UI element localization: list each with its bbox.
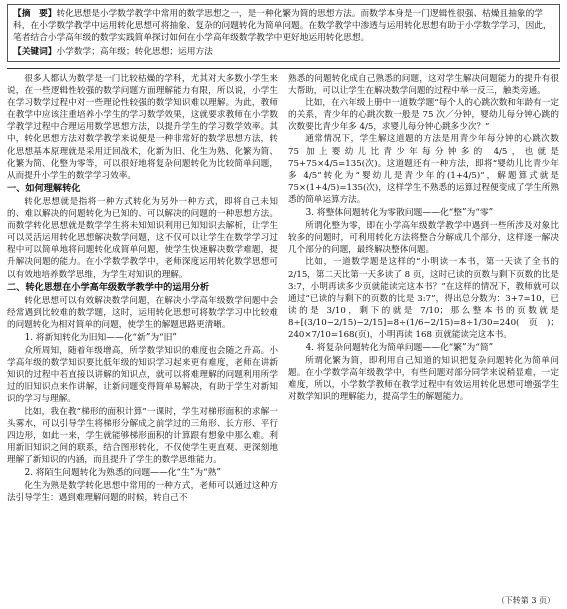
left-column — [7, 73, 278, 504]
subsection-heading: 1. 将新知转化为旧知——化“新”为“旧” — [24, 332, 177, 343]
abstract-text: 转化思想是小学数学教学中常用的数学思想之一，是一种化繁为简的思想方法。而数学本身是一门逻辑性很强、枯燥且抽象的学科，在小学数学教学中运用转化思想可将抽象、复杂的问题转化为简单问题。在数学教学中渗透与运用转化思想有助于小学数学学习，因此，笔者结合小学高年级的数学实践简单探讨如何在小学高年级数学教学中更好地运用转化思想。 — [13, 9, 552, 43]
body-columns — [7, 73, 560, 504]
paragraph: 转化思想就是指将一种方式转化为另外一种方式，即将自己未知的、难以解决的问题转化为已知的、可以解决的问题的一种思想方法。而数学转化思想就是数学学生将未知知识利用已知知识去解析，让学生可以灵活运用转化思想解决数学问题，这不仅可以让学生在数学学习过程中可以简单地将问题转化成简单问题，使学生快速解决数学难题，提升解决问题的能力。在小学数学教学中，老师深度运用转化数学思想可以有效地培养数学思维，为学生对知识的理解。 — [7, 196, 278, 280]
paragraph: 很多人都认为数学是一门比较枯燥的学科，尤其对大多数小学生来说，在一些逻辑性较强的数学问题方面理解能力有限，所以说，小学生在学习数学过程中对一些理论性较强的数学知识难以理解。为此，教师在教学中应该注重培养小学生的学习数学效果，这就要求教师在小学数学教学过程中合理运用数学思想方法，以提升学生的学习数学效率。其中，转化思想方法对数学教学来说便是一种非常好的数学思想方法，转化思想基本原理就是采用迂回战术，化新为旧、化生为熟、化繁为简、化繁为简、化整为零等，可以很好地将复杂问题转化为比较简单问题，从而提升小学生的数学学习效率。 — [7, 74, 278, 181]
paragraph: 比如，一道数学题是这样的“小明读一本书，第一天读了全书的 2/15，第二天比第一天多读了 8 页，这时已读的页数与剩下页数的比是 3:7，小明再读多少页就能读完这本书？”在这样的情况下，教师就可以通过“已读的与剩下的页数的比是 3:7”，得出总分数为：3+7=10，已读的是 3/10，剩下的就是 7/10；那么整本书的页数就是 8÷[(3/10−2/15)−2/15]=8÷(1/6−2/15)=8÷1/30=240(页)；240×7/10=168(页)，小明再读 168 页就能读完这本书。 — [288, 257, 559, 340]
continued-note: （下转第 3 页） — [496, 596, 555, 605]
paragraph: 众所周知，随着年级增高，所学数学知识的难度也会随之升高。小学高年级的数学知识要比低年级的知识学习起来更有难度，老师在讲新知识的过程中若直接以讲解的知识点，就可以将难理解的问题利用所学过的旧知识点来作讲解，让新问题变得简单易解决，有助于学生对新知识的学习与理解。 — [7, 346, 278, 405]
divider — [7, 68, 560, 69]
paragraph: 化生为熟是数学转化思想中常用的一种方式，老师可以通过这种方法引导学生：遇到难理解问题的时候，转自己不 — [7, 481, 278, 504]
paragraph: 通常情况下，学生解这道题的方法是用青少年每分钟的心跳次数 75 加上婴幼儿比青少年每分钟多的 4/5，也就是 75+75×4/5=135(次)。这道题还有一种方法，即将“婴幼儿比青少年多 4/5”转化为“婴幼儿是青少年的(1+4/5)”，解题算式就是 75×(1+4/5)=135(次)，这样学生不熟悉的运算过程便变成了学生所熟悉的简单运算方法。 — [288, 134, 559, 205]
right-column — [288, 73, 559, 504]
paragraph: 比如，在六年级上册中一道数学题“每个人的心跳次数和年龄有一定的关系，青少年的心跳次数一般是 75 次／分钟，婴幼儿每分钟心跳的次数要比青少年多 4/5，求婴儿每分钟心跳多少次？” — [288, 98, 559, 133]
keywords-text: 小学数学；高年级；转化思想；运用方法 — [56, 47, 213, 57]
keywords — [13, 46, 554, 58]
keywords-label: 【关键词】 — [13, 47, 57, 57]
abstract — [13, 8, 554, 44]
subsection-heading: 4. 将复杂问题转化为简单问题——化“繁”为“简” — [305, 343, 494, 354]
abstract-box — [7, 4, 560, 62]
section-heading: 二、转化思想在小学高年级数学教学中的运用分析 — [7, 281, 210, 293]
paragraph: 熟悉的问题转化成自己熟悉的问题，这对学生解决问题能力的提升有很大帮助，可以让学生在解决数学问题的过程中举一反三，触类旁通。 — [288, 74, 559, 97]
subsection-heading: 3. 将整体问题转化为零散问题——化“整”为“零” — [305, 208, 494, 219]
section-heading: 一、如何理解转化 — [7, 182, 81, 194]
subsection-heading: 2. 将陌生问题转化为熟悉的问题——化“生”为“熟” — [24, 468, 221, 478]
paragraph: 比如，我在教“梯形的面积计算”一课时，学生对梯形面积的求解一头雾水，可以引导学生将梯形分解成之前学过的三角形、长方形、平行四边形，如此一来，学生就能够梯形面积的计算跟有想象中那么难。利用新旧知识之间的联系，结合图形转化，不仅使学生更直观、更深刻地理解了新知识的内涵，而且提升了学生的数学思维能力。 — [7, 406, 278, 465]
paragraph: 所谓化整为零，即在小学高年级数学教学中遇到一些所涉及对象比较多的问题时，可利用转化方法将整合分解成几个部分，这样逐一解决几个部分的问题，最终解决整体问题。 — [288, 221, 559, 256]
abstract-label: 【摘 要】 — [13, 9, 57, 19]
paragraph: 所谓化繁为简，即利用自己知道的知识把复杂问题转化为简单问题。在小学数学高年级教学中，有些问题对部分同学来说稍显难，一定难度，所以，小学数学教师在教学过程中有效运用转化思想可增强学生对数学知识的理解能力，提高学生的解题能力。 — [288, 356, 559, 403]
paragraph: 转化思想可以有效解决数学问题，在解决小学高年级数学问题中会经常遇到比较难的数学题，这时，运用转化思想可将数学学习中比较难的问题转化为相对简单的问题，使学生的解题思路更清晰。 — [7, 295, 278, 330]
